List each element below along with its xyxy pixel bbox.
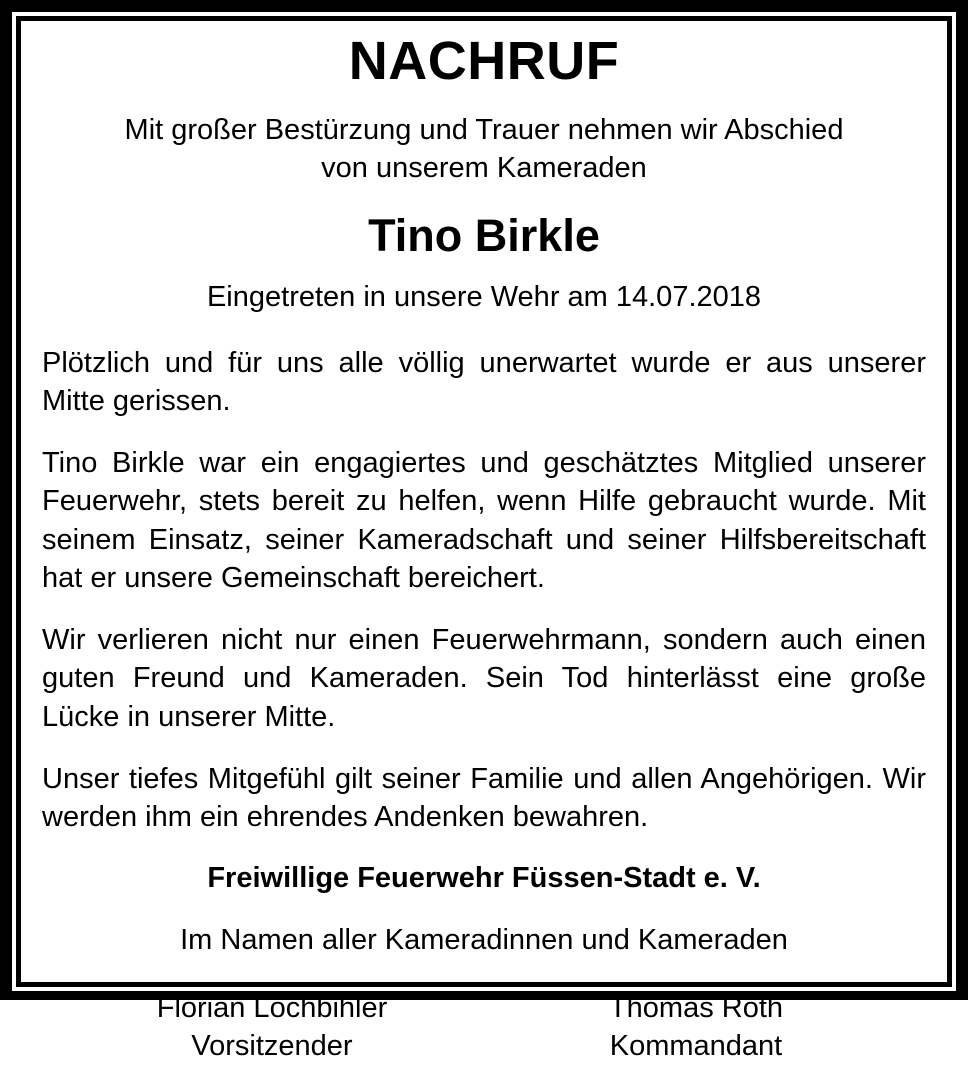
signatory <box>531 990 861 1065</box>
body-paragraph: Tino Birkle war ein engagiertes und geschätztes Mitglied unserer Feuerwehr, stets bereit zu helfen, wenn Hilfe gebraucht wurde. Mit seinem Einsatz, seiner Kameradschaft und seiner Hilfsbereitschaft hat er unsere Gemeinschaft bereichert. <box>42 447 926 594</box>
joined-date-line: Eingetreten in unsere Wehr am 14.07.2018 <box>206 281 762 314</box>
lead-text <box>42 112 926 187</box>
on-behalf-line: Im Namen aller Kameradinnen und Kameraden <box>180 924 788 957</box>
signatory-role: Kommandant <box>609 1029 783 1062</box>
body-paragraph: Unser tiefes Mitgefühl gilt seiner Familie und allen Angehörigen. Wir werden ihm ein ehrendes Andenken bewahren. <box>42 763 926 834</box>
obituary-body <box>42 344 926 837</box>
lead-line-1: Mit großer Bestürzung und Trauer nehmen wir Abschied <box>124 114 844 146</box>
signatory-role: Vorsitzender <box>191 1029 353 1062</box>
signatory-name: Thomas Roth <box>608 992 784 1025</box>
body-paragraph: Wir verlieren nicht nur einen Feuerwehrmann, sondern auch einen guten Freund und Kameraden. Sein Tod hinterlässt eine große Lücke in unserer Mitte. <box>42 624 926 733</box>
organization-name: Freiwillige Feuerwehr Füssen-Stadt e. V. <box>207 861 761 894</box>
signatory-name: Florian Lochbihler <box>156 992 388 1025</box>
signature-block <box>42 990 926 1065</box>
lead-line-2: von unserem Kameraden <box>321 151 647 184</box>
signatory <box>107 990 437 1065</box>
body-paragraph: Plötzlich und für uns alle völlig unerwartet wurde er aus unserer Mitte gerissen. <box>42 346 926 417</box>
page-title: NACHRUF <box>348 31 620 91</box>
notice-content <box>42 21 926 1062</box>
deceased-name: Tino Birkle <box>368 210 600 262</box>
